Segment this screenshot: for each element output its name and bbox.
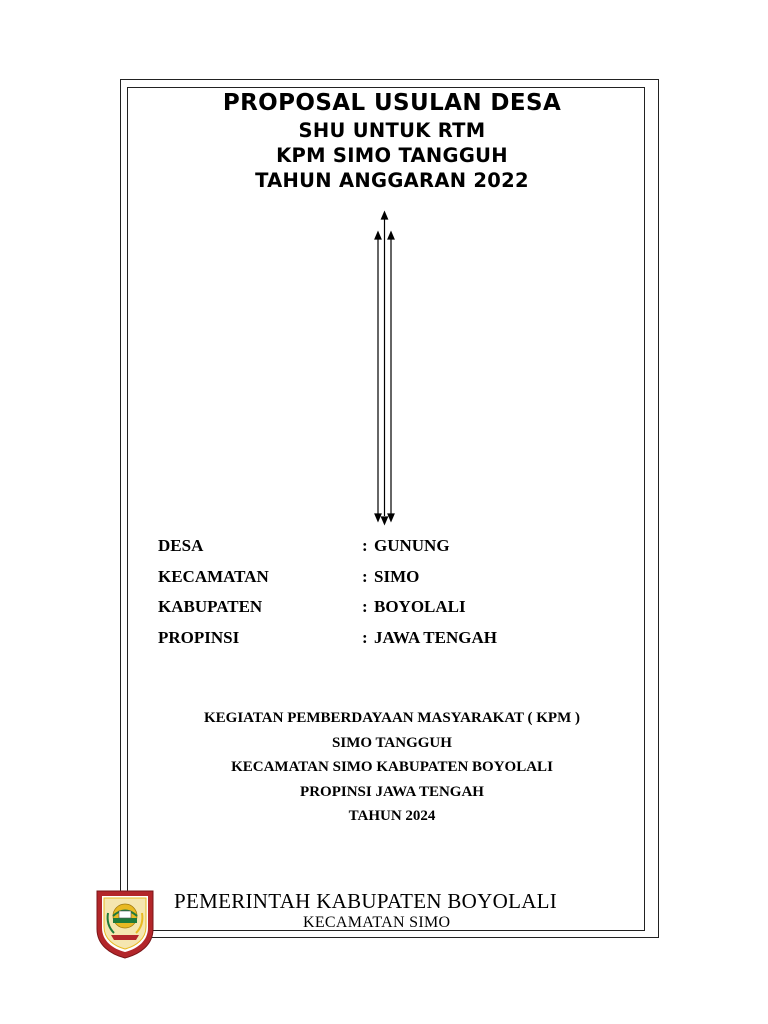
location-info-table <box>158 536 578 658</box>
cover-subtitle-year: TAHUN ANGGARAN 2022 <box>255 169 529 192</box>
kpm-heading-block <box>127 706 657 829</box>
kpm-line-province: PROPINSI JAWA TENGAH <box>300 783 484 800</box>
info-colon: : <box>362 536 368 555</box>
info-label: KABUPATEN <box>158 597 263 616</box>
info-label: PROPINSI <box>158 627 240 647</box>
info-label: KECAMATAN <box>158 566 269 586</box>
info-row-kabupaten <box>158 597 578 628</box>
kpm-line-region: KECAMATAN SIMO KABUPATEN BOYOLALI <box>231 759 553 776</box>
arrow-head-right-top <box>388 232 394 239</box>
district-name: KECAMATAN SIMO <box>303 914 451 931</box>
cover-title: PROPOSAL USULAN DESA <box>222 90 562 116</box>
arrow-head-left-bottom <box>375 514 381 521</box>
info-value: SIMO <box>374 566 420 586</box>
info-value: BOYOLALI <box>374 597 466 616</box>
kpm-line-year: TAHUN 2024 <box>348 808 436 825</box>
info-row-kecamatan <box>158 567 578 598</box>
kpm-line-name: SIMO TANGGUH <box>332 734 452 751</box>
decorative-arrows <box>360 208 410 528</box>
boyolali-emblem-icon <box>94 889 156 959</box>
cover-subtitle-rtm: SHU UNTUK RTM <box>298 119 486 142</box>
info-label: DESA <box>158 536 204 555</box>
cover-title-block <box>127 88 657 193</box>
arrow-head-left-top <box>375 232 381 239</box>
info-colon: : <box>362 566 368 586</box>
arrow-head-center-bottom <box>382 517 388 524</box>
info-row-propinsi <box>158 628 578 659</box>
arrow-head-right-bottom <box>388 514 394 521</box>
info-value: GUNUNG <box>374 536 450 555</box>
info-colon: : <box>362 627 368 647</box>
info-row-desa <box>158 536 578 567</box>
government-name: PEMERINTAH KABUPATEN BOYOLALI <box>174 889 558 913</box>
cover-subtitle-kpm: KPM SIMO TANGGUH <box>276 144 508 167</box>
arrow-head-center-top <box>382 212 388 219</box>
info-value: JAWA TENGAH <box>374 627 497 647</box>
kpm-line-program: KEGIATAN PEMBERDAYAAN MASYARAKAT ( KPM ) <box>204 710 580 726</box>
info-colon: : <box>362 597 368 616</box>
